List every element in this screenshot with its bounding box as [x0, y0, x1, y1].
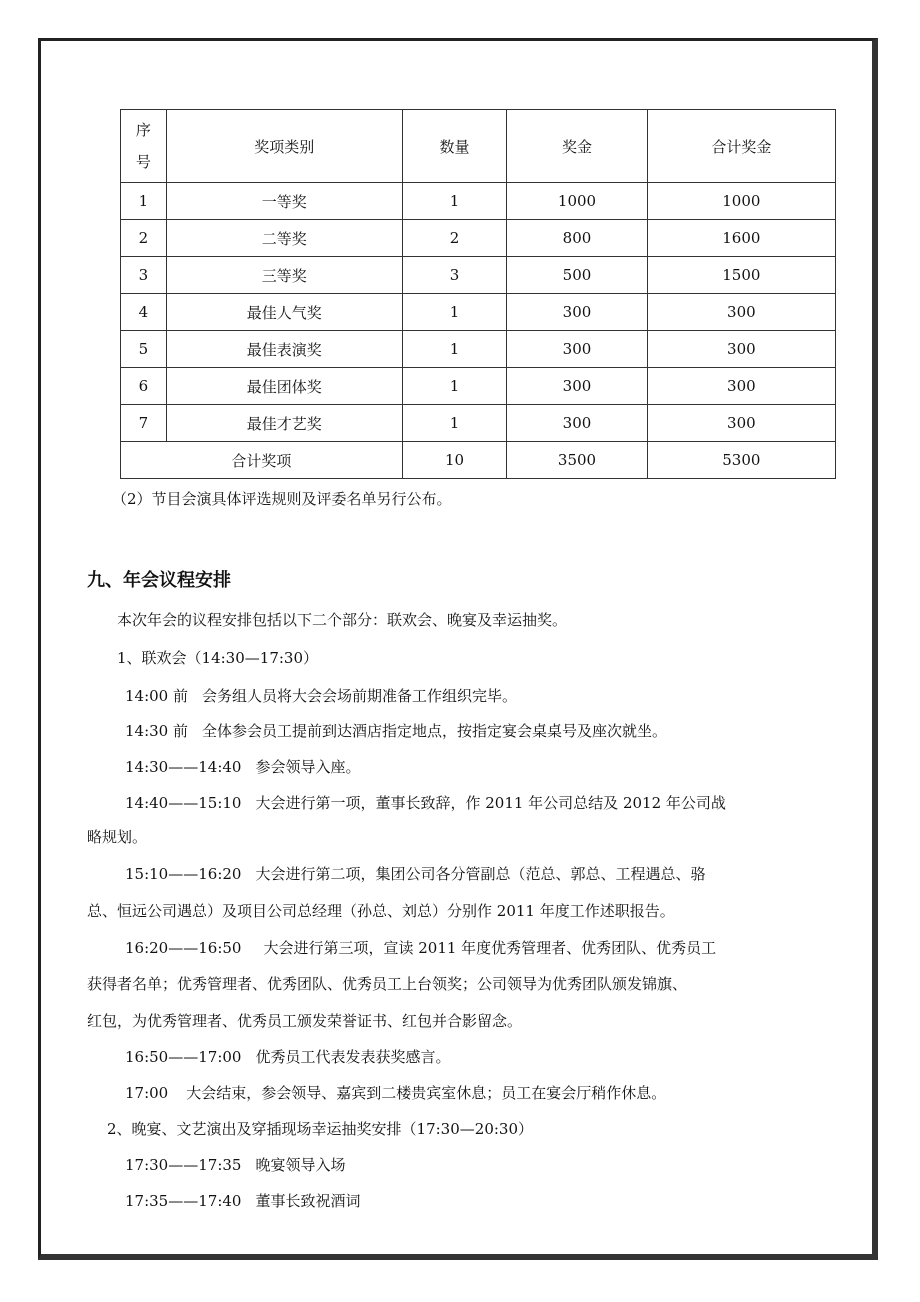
cell-type: 最佳人气奖	[166, 294, 402, 331]
cell-prize: 300	[507, 368, 647, 405]
table-row	[121, 220, 836, 257]
cell-no: 3	[121, 257, 167, 294]
cell-prize: 1000	[507, 183, 647, 220]
agenda-text: 会务组人员将大会会场前期准备工作组织完毕。	[202, 687, 518, 705]
cell-prize: 300	[507, 405, 647, 442]
agenda-time: 14:40——15:10	[125, 794, 242, 812]
cell-qty: 1	[402, 368, 507, 405]
cell-total: 300	[647, 331, 835, 368]
cell-type: 二等奖	[166, 220, 402, 257]
agenda-time: 14:30——14:40	[125, 758, 242, 776]
cell-total: 300	[647, 405, 835, 442]
agenda-intro: 本次年会的议程安排包括以下二个部分：联欢会、晚宴及幸运抽奖。	[117, 611, 568, 629]
cell-no: 7	[121, 405, 167, 442]
agenda-text: 优秀员工代表发表获奖感言。	[255, 1048, 451, 1066]
cell-qty: 1	[402, 183, 507, 220]
table-header-row	[121, 110, 836, 183]
summary-prize: 3500	[507, 442, 647, 479]
cell-qty: 1	[402, 294, 507, 331]
agenda-time: 17:00	[125, 1084, 169, 1102]
header-no: 序号	[121, 110, 167, 183]
agenda-item	[125, 756, 360, 777]
cell-total: 300	[647, 368, 835, 405]
cell-total: 300	[647, 294, 835, 331]
cell-qty: 1	[402, 331, 507, 368]
agenda-text: 董事长致祝酒词	[255, 1192, 361, 1210]
table-summary-row	[121, 442, 836, 479]
cell-prize: 300	[507, 331, 647, 368]
section-heading: 九、年会议程安排	[87, 570, 231, 591]
cell-type: 最佳团体奖	[166, 368, 402, 405]
cell-type: 三等奖	[166, 257, 402, 294]
agenda-item	[125, 937, 716, 958]
cell-no: 6	[121, 368, 167, 405]
agenda-item	[125, 792, 726, 813]
agenda-time: 17:35——17:40	[125, 1192, 242, 1210]
agenda-time: 17:30——17:35	[125, 1156, 242, 1174]
cell-type: 最佳才艺奖	[166, 405, 402, 442]
agenda-text: 全体参会员工提前到达酒店指定地点，按指定宴会桌桌号及座次就坐。	[202, 722, 668, 740]
agenda-text-continued: 红包，为优秀管理者、优秀员工颁发荣誉证书、红包并合影留念。	[87, 1012, 523, 1030]
agenda-item	[125, 685, 517, 706]
agenda-text-continued: 略规划。	[87, 828, 148, 846]
agenda-item	[125, 720, 667, 741]
cell-total: 1600	[647, 220, 835, 257]
agenda-text: 大会进行第一项，董事长致辞，作 2011 年公司总结及 2012 年公司战	[255, 794, 726, 812]
cell-prize: 300	[507, 294, 647, 331]
cell-total: 1000	[647, 183, 835, 220]
agenda-time: 15:10——16:20	[125, 865, 242, 883]
cell-qty: 1	[402, 405, 507, 442]
agenda-text-continued: 总、恒远公司遇总）及项目公司总经理（孙总、刘总）分别作 2011 年度工作述职报告。	[87, 902, 675, 920]
cell-no: 5	[121, 331, 167, 368]
cell-no: 1	[121, 183, 167, 220]
agenda-text: 大会进行第三项，宣读 2011 年度优秀管理者、优秀团队、优秀员工	[263, 939, 717, 957]
cell-prize: 800	[507, 220, 647, 257]
cell-qty: 2	[402, 220, 507, 257]
cell-type: 最佳表演奖	[166, 331, 402, 368]
summary-qty: 10	[402, 442, 507, 479]
selection-note: （2）节目会演具体评选规则及评委名单另行公布。	[112, 490, 452, 508]
agenda-time: 14:00 前	[125, 687, 188, 705]
agenda-text-continued: 获得者名单；优秀管理者、优秀团队、优秀员工上台领奖；公司领导为优秀团队颁发锦旗、	[87, 975, 688, 993]
awards-table	[120, 109, 836, 479]
table-row	[121, 331, 836, 368]
agenda-item	[125, 1190, 360, 1211]
header-total: 合计奖金	[647, 110, 835, 183]
agenda-item	[125, 1046, 450, 1067]
cell-type: 一等奖	[166, 183, 402, 220]
summary-label: 合计奖项	[121, 442, 403, 479]
agenda-text: 大会进行第二项，集团公司各分管副总（范总、郭总、工程遇总、骆	[255, 865, 706, 883]
table-row	[121, 183, 836, 220]
cell-prize: 500	[507, 257, 647, 294]
header-prize: 奖金	[507, 110, 647, 183]
part1-title: 1、联欢会（14:30—17:30）	[117, 649, 318, 667]
agenda-text: 晚宴领导入场	[255, 1156, 346, 1174]
cell-qty: 3	[402, 257, 507, 294]
header-type: 奖项类别	[166, 110, 402, 183]
agenda-time: 14:30 前	[125, 722, 188, 740]
agenda-time: 16:20——16:50	[125, 939, 242, 957]
table-row	[121, 405, 836, 442]
table-row	[121, 294, 836, 331]
agenda-item	[125, 1154, 345, 1175]
agenda-item	[125, 1082, 666, 1103]
table-row	[121, 257, 836, 294]
agenda-item	[125, 863, 705, 884]
agenda-time: 16:50——17:00	[125, 1048, 242, 1066]
header-qty: 数量	[402, 110, 507, 183]
agenda-text: 参会领导入座。	[255, 758, 361, 776]
cell-no: 4	[121, 294, 167, 331]
cell-no: 2	[121, 220, 167, 257]
summary-total: 5300	[647, 442, 835, 479]
agenda-text: 大会结束，参会领导、嘉宾到二楼贵宾室休息；员工在宴会厅稍作休息。	[186, 1084, 667, 1102]
table-row	[121, 368, 836, 405]
cell-total: 1500	[647, 257, 835, 294]
part2-title: 2、晚宴、文艺演出及穿插现场幸运抽奖安排（17:30—20:30）	[107, 1120, 534, 1138]
